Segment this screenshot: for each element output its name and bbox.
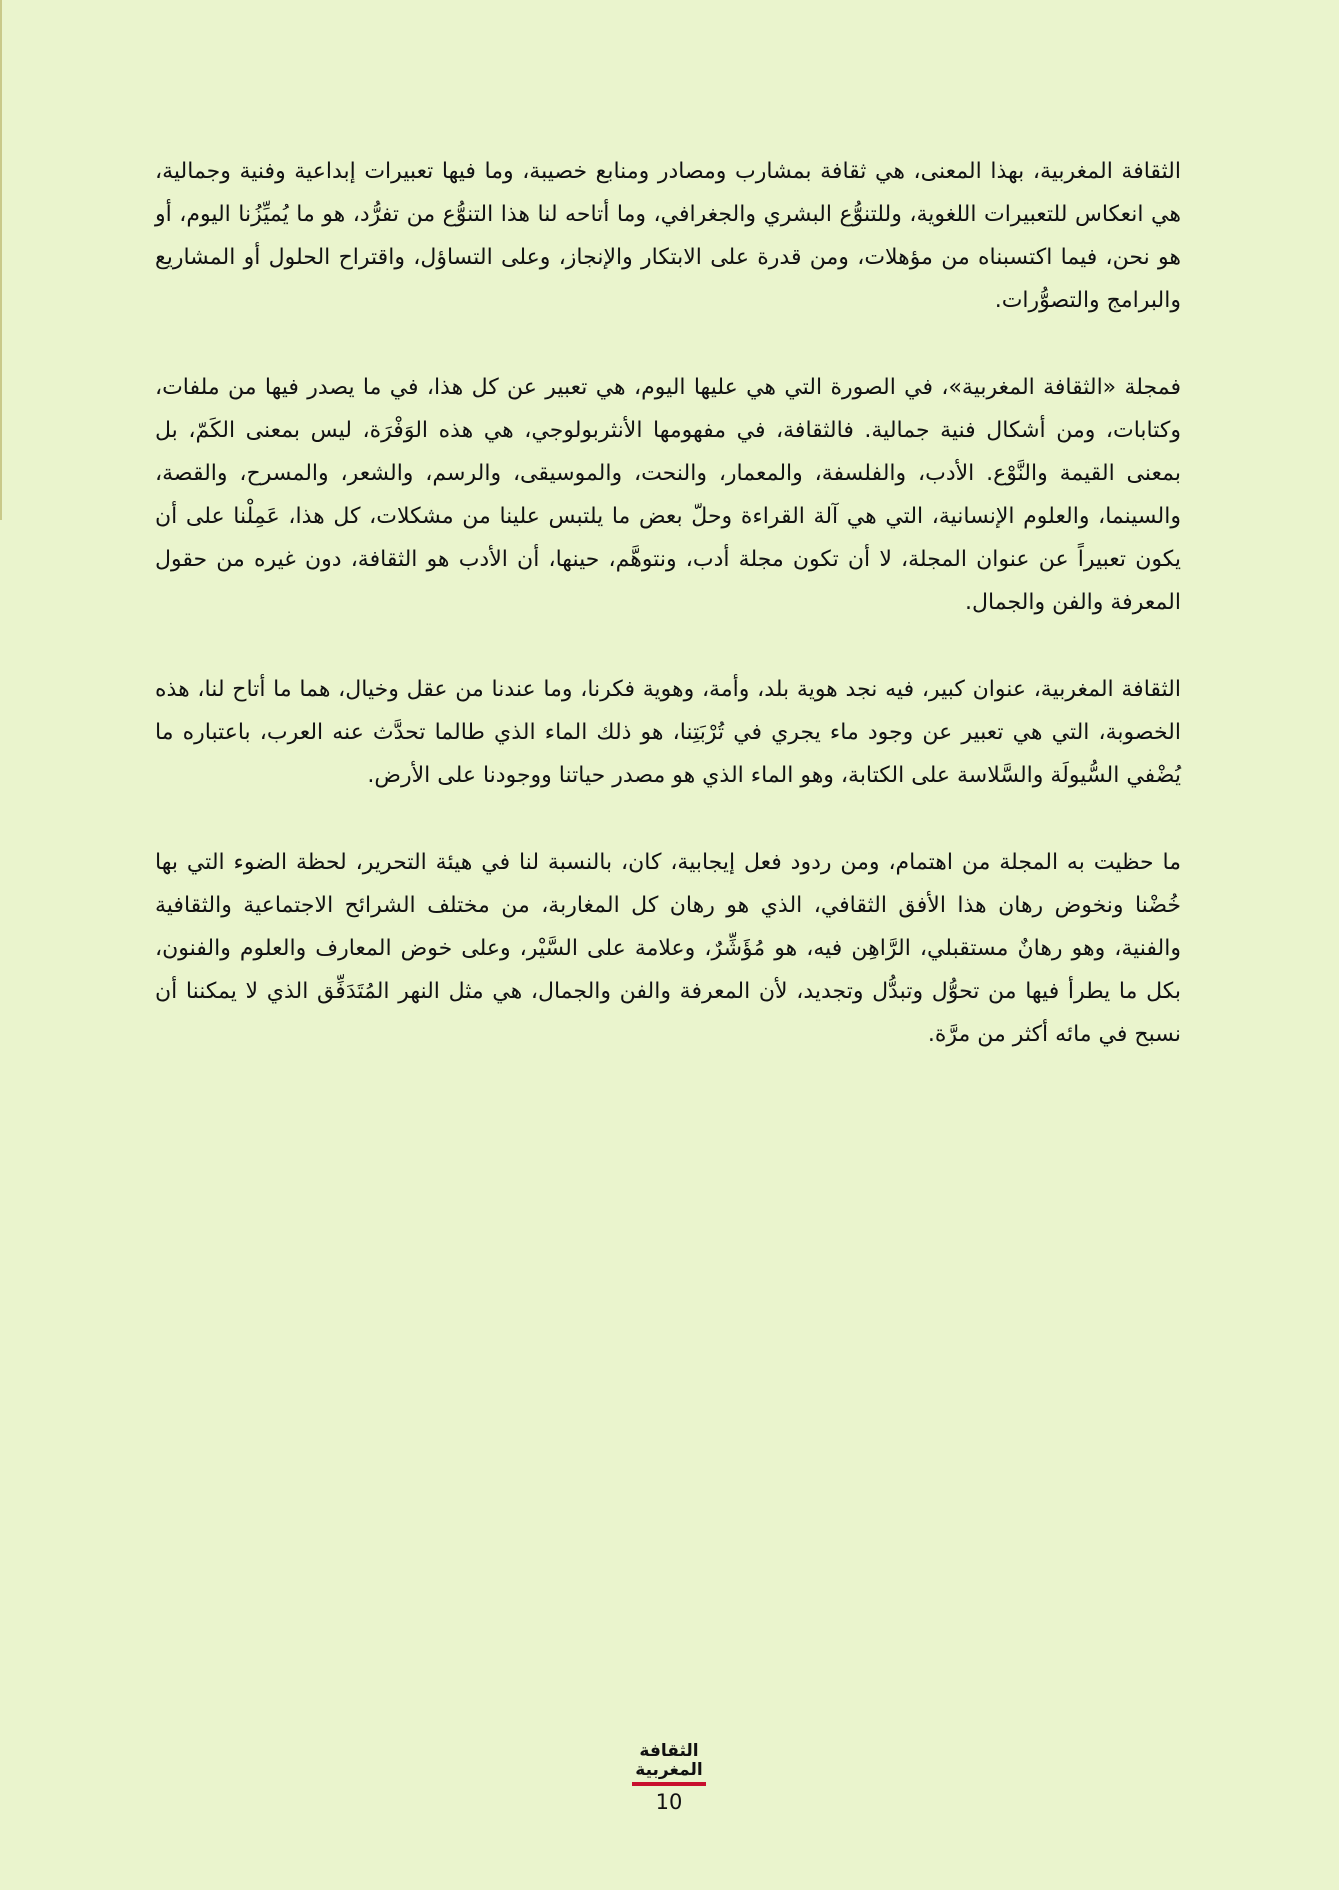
paragraph-3: الثقافة المغربية، عنوان كبير، فيه نجد هوية بلد، وأمة، وهوية فكرنا، وما عندنا من عقل وخيال، هما ما أتاح لنا، هذه الخصوبة، التي هي تعبير عن وجود ماء يجري في تُرْبَتِنا، هو ذلك الماء الذي طالما تحدَّث عنه العرب، باعتباره ما يُضْفي السُّيولَة والسَّلاسة على الكتابة، وهو الماء الذي هو مصدر حياتنا ووجودنا على الأرض. <box>155 677 1181 788</box>
page-number: 10 <box>655 1790 683 1814</box>
paragraph-4: ما حظيت به المجلة من اهتمام، ومن ردود فعل إيجابية، كان، بالنسبة لنا في هيئة التحرير، لحظة الضوء التي بها خُضْنا ونخوض رهان هذا الأفق الثقافي، الذي هو رهان كل المغاربة، من مختلف الشرائح الاجتماعية والثقافية والفنية، وهو رهانٌ مستقبلي، الرَّاهِن فيه، هو مُؤَشِّرٌ، وعلامة على السَّيْر، وعلى خوض المعارف والعلوم والفنون، بكل ما يطرأ فيها من تحوُّل وتبدُّل وتجديد، لأن المعرفة والفن والجمال، هي مثل النهر المُتَدَفِّق الذي لا يمكننا أن نسبح في مائه أكثر من مرَّة. <box>155 850 1181 1047</box>
page-edge-line <box>0 0 2 520</box>
logo-text-top: الثقافة <box>639 1741 699 1761</box>
magazine-logo <box>632 1742 706 1786</box>
paragraph-1: الثقافة المغربية، بهذا المعنى، هي ثقافة بمشارب ومصادر ومنابع خصيبة، وما فيها تعبيرات إبداعية وفنية وجمالية، هي انعكاس للتعبيرات اللغوية، وللتنوُّع البشري والجغرافي، وما أتاحه لنا هذا التنوُّع من تفرُّد، هو ما يُميِّزُنا اليوم، أو هو نحن، فيما اكتسبناه من مؤهلات، ومن قدرة على الابتكار والإنجاز، وعلى التساؤل، واقتراح الحلول أو المشاريع والبرامج والتصوُّرات. <box>155 159 1181 313</box>
logo-text-bottom: المغربية <box>635 1760 703 1780</box>
logo-red-bar <box>632 1782 706 1786</box>
page-footer <box>609 1742 729 1814</box>
paragraph-2: فمجلة «الثقافة المغربية»، في الصورة التي هي عليها اليوم، هي تعبير عن كل هذا، في ما يصدر فيها من ملفات، وكتابات، ومن أشكال فنية جمالية. فالثقافة، في مفهومها الأنثربولوجي، هي هذه الوَفْرَة، ليس بمعنى الكَمّ، بل بمعنى القيمة والنَّوْع. الأدب، والفلسفة، والمعمار، والنحت، والموسيقى، والرسم، والشعر، والمسرح، والقصة، والسينما، والعلوم الإنسانية، التي هي آلة القراءة وحلّ بعض ما يلتبس علينا من مشكلات، كل هذا، عَمِلْنا على أن يكون تعبيراً عن عنوان المجلة، لا أن تكون مجلة أدب، ونتوهَّم، حينها، أن الأدب هو الثقافة، دون غيره من حقول المعرفة والفن والجمال. <box>155 375 1181 615</box>
article-body <box>155 150 1181 1100</box>
